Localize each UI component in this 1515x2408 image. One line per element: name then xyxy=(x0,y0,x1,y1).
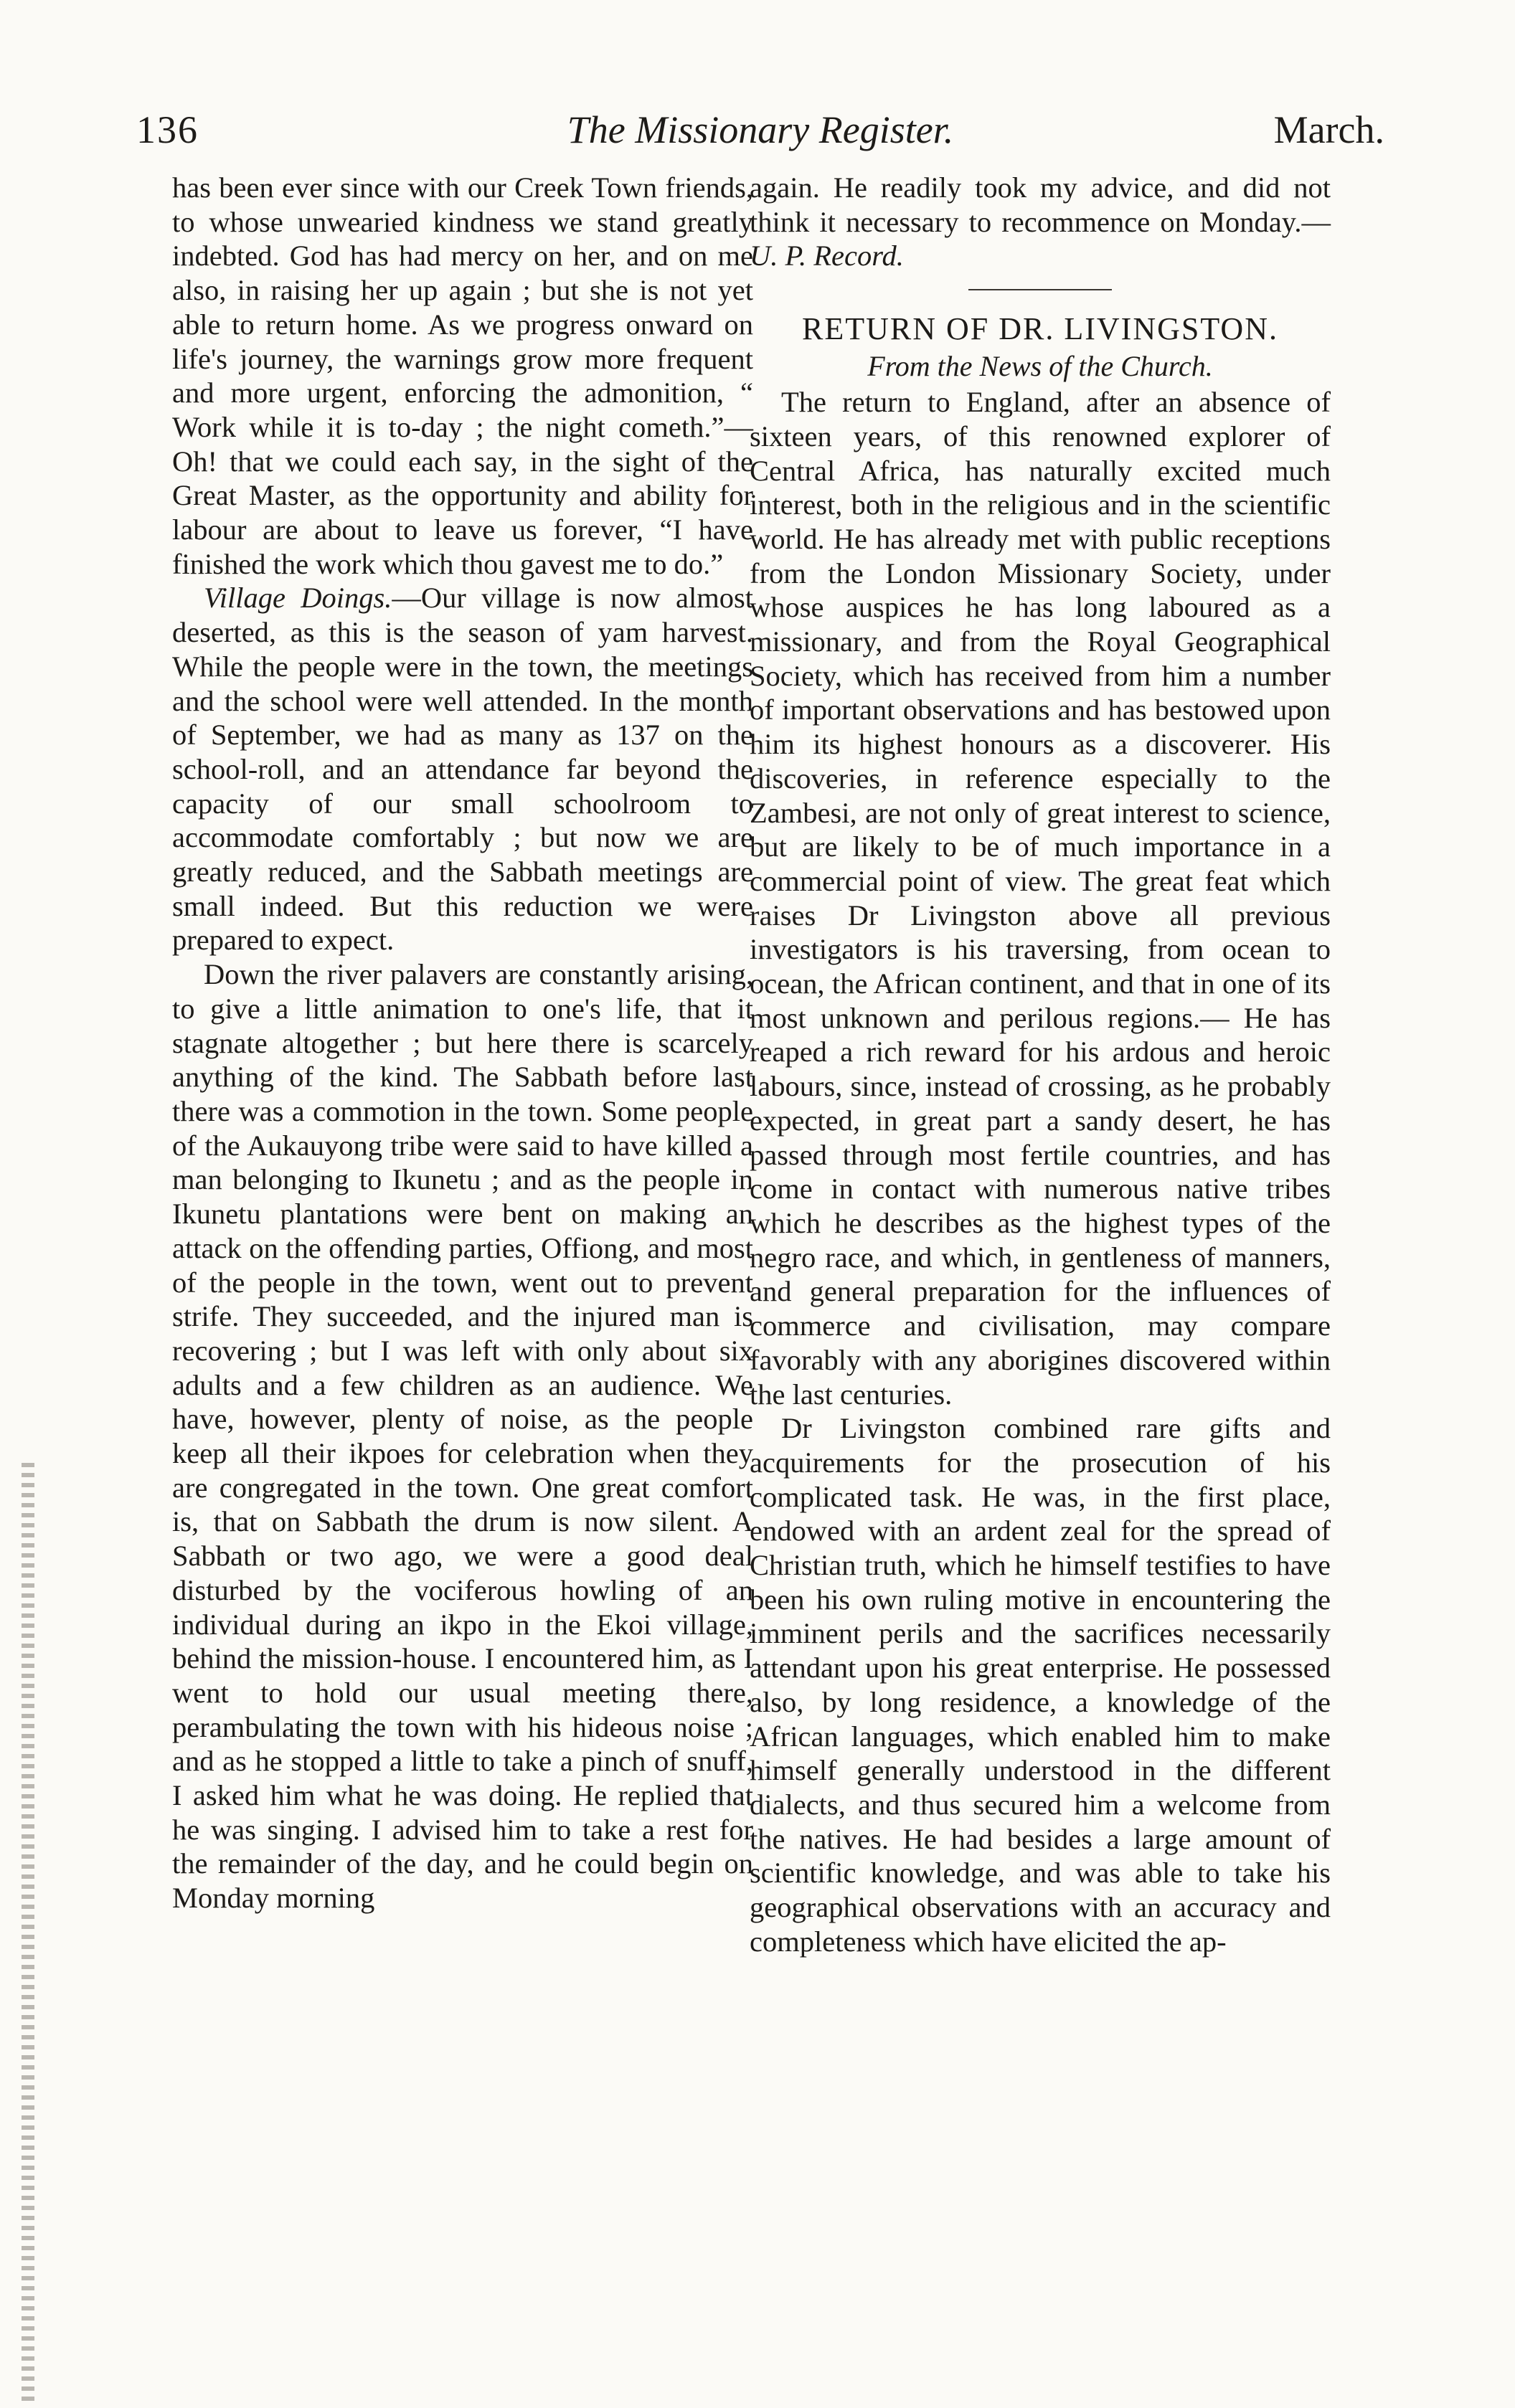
running-header xyxy=(136,108,1384,165)
section-divider xyxy=(968,289,1112,290)
article-heading: RETURN OF DR. LIVINGSTON. xyxy=(802,311,1278,347)
paragraph-livingston-gifts: Dr Livingston combined rare gifts and acquirements for the prosecution of his complicated task. He was, in the first place, endowed with an ardent zeal for the spread of Christian truth, which he himself testifies to have been his own ruling motive in encountering the imminent perils and the sacrifices necessarily attendant upon his great enterprise. He possessed also, by long residence, a knowledge of the African languages, which enabled him to make himself generally understood in the different dialects, and thus secured him a welcome from the natives. He had besides a large amount of scientific knowledge, and was able to take his geographical observations with an accuracy and completeness which have elicited the ap- xyxy=(750,1412,1331,1958)
left-column xyxy=(172,171,753,1915)
binding-edge-marks xyxy=(22,1463,34,2402)
section-title-village-doings: Village Doings. xyxy=(204,582,392,615)
page-number: 136 xyxy=(136,108,199,151)
paragraph-sick-friend: has been ever since with our Creek Town friends, to whose unwearied kindness we stand greatly indebted. God has had mercy on her, and on me also, in raising her up again ; but she is not yet able to return home. As we progress onward on life's journey, the warnings grow more frequent and more urgent, enforcing the admonition, “ Work while it is to-day ; the night cometh.”— Oh! that we could each say, in the sight of the Great Master, as the opportunity and ability for labour are about to leave us forever, “I have finished the work which thou gavest me to do.” xyxy=(172,171,753,580)
paragraph-river-palavers: Down the river palavers are constantly arising, to give a little animation to one's life, that it stagnate altogether ; but here there is scarcely anything of the kind. The Sabbath before last there was a commotion in the town. Some people of the Aukauyong tribe were said to have killed a man belonging to Ikunetu ; and as the people in Ikunetu plantations were bent on making an attack on the offending parties, Offiong, and most of the people in the town, went out to prevent strife. They succeeded, and the injured man is recovering ; but I was left with only about six adults and a few children as an audience. We have, however, plenty of noise, as the people keep all their ikpoes for celebration when they are congregated in the town. One great comfort is, that on Sabbath the drum is now silent. A Sabbath or two ago, we were a good deal disturbed by the vociferous howling of an individual during an ikpo in the Ekoi village, behind the mission-house. I encountered him, as I went to hold our usual meeting there, perambulating the town with his hideous noise ; and as he stopped a little to take a pinch of snuff, I asked him what he was doing. He replied that he was singing. I advised him to take a rest for the remainder of the day, and he could begin on Monday morning xyxy=(172,958,753,1915)
paragraph-village-doings xyxy=(172,581,753,957)
continuation-text: again. He readily took my advice, and did not think it necessary to recommence on Monday.— xyxy=(750,171,1331,238)
village-doings-text: —Our village is now almost deserted, as this is the season of yam harvest. While the people were in the town, the meetings and the school were well attended. In the month of September, we had as many as 137 on the school-roll, and an attendance far beyond the capacity of our small schoolroom to accommodate comfortably ; but now we are greatly reduced, and the Sabbath meetings are small indeed. But this reduction we were prepared to expect. xyxy=(172,582,753,957)
journal-title: The Missionary Register. xyxy=(567,108,954,151)
month-label: March. xyxy=(1273,108,1384,151)
paragraph-livingston-return: The return to England, after an absence of sixteen years, of this renowned explorer of Central Africa, has naturally excited much interest, both in the religious and in the scientific world. He has already met with public receptions from the London Missionary Society, under whose auspices he has long laboured as a missionary, and from the Royal Geographical Society, which has received from him a number of important observations and has bestowed upon him its highest honours as a discoverer. His discoveries, in reference especially to the Zambesi, are not only of great interest to science, but are likely to be of much importance in a commercial point of view. The great feat which raises Dr Livingston above all previous investigators is his traversing, from ocean to ocean, the African continent, and that in one of its most unknown and perilous regions.— He has reaped a rich reward for his ardous and heroic labours, since, instead of crossing, as he probably expected, in great part a sandy desert, he has passed through most fertile countries, and has come in contact with numerous native tribes which he describes as the highest types of the negro race, and which, in gentleness of manners, and general preparation for the influences of commerce and civilisation, may compare favorably with any aborigines discovered within the last centuries. xyxy=(750,386,1331,1411)
article-subheading: From the News of the Church. xyxy=(867,350,1213,383)
right-column xyxy=(750,171,1331,1958)
source-citation: U. P. Record. xyxy=(750,240,904,272)
paragraph-continuation xyxy=(750,171,1331,273)
